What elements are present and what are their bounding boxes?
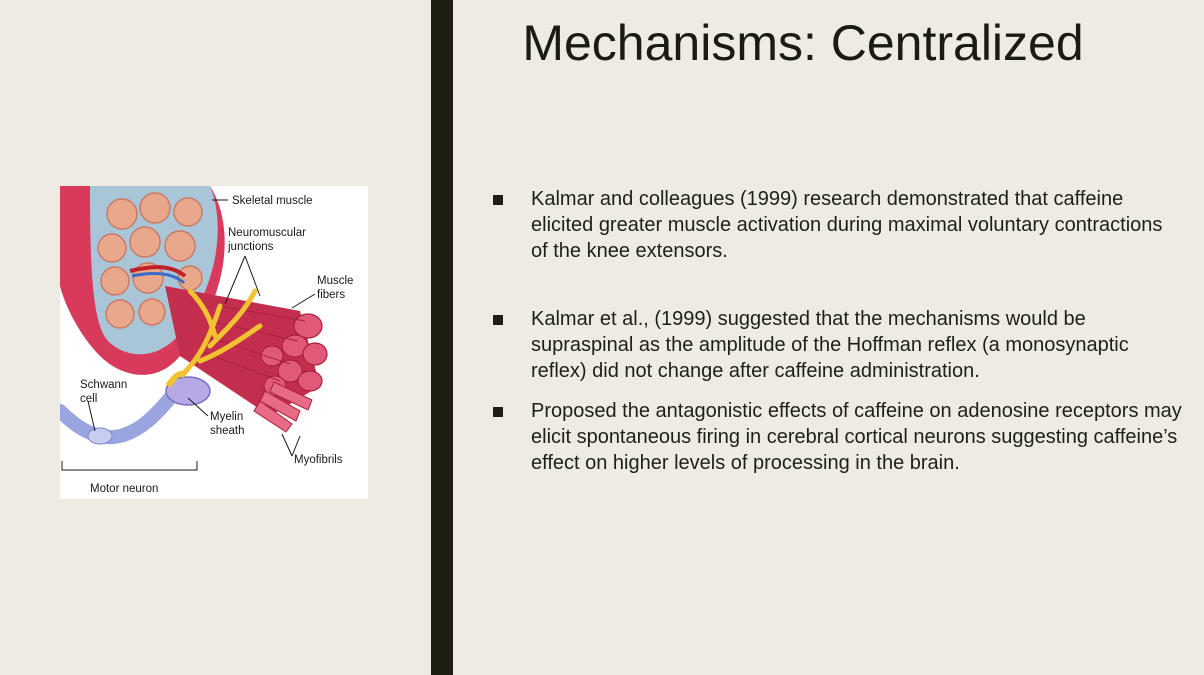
- label-myofibrils: Myofibrils: [294, 454, 343, 466]
- bullet-item: [493, 306, 1183, 384]
- label-muscle-fibers-2: fibers: [317, 289, 346, 301]
- bullet-item: [493, 186, 1183, 264]
- label-myelin-sheath-1: Myelin: [210, 411, 244, 423]
- label-neuromuscular-junctions-1: Neuromuscular: [228, 227, 306, 239]
- label-motor-neuron: Motor neuron: [90, 483, 159, 495]
- bullet-item: [493, 398, 1183, 476]
- bullet-text: Kalmar and colleagues (1999) research demonstrated that caffeine elicited greater muscle activation during maximal voluntary contractions of the knee extensors.: [531, 188, 1163, 262]
- muscle-diagram-svg: [60, 186, 368, 499]
- bullet-list: [493, 186, 1183, 476]
- label-neuromuscular-junctions-2: junctions: [228, 241, 274, 253]
- right-panel: [453, 0, 1204, 675]
- square-bullet-icon: [493, 407, 503, 417]
- square-bullet-icon: [493, 315, 503, 325]
- bullet-text: Kalmar et al., (1999) suggested that the mechanisms would be supraspinal as the amplitude of the Hoffman reflex (a monosynaptic reflex) did not change after caffeine administration.: [531, 308, 1129, 382]
- slide-title: Mechanisms: Centralized: [522, 15, 1084, 71]
- bullet-text: Proposed the antagonistic effects of caffeine on adenosine receptors may elicit spontaneous firing in cerebral cortical neurons suggesting caffeine’s effect on higher levels of processing in the brain.: [531, 400, 1182, 474]
- label-myelin-sheath-2: sheath: [210, 425, 245, 437]
- label-muscle-fibers-1: Muscle: [317, 275, 354, 287]
- muscle-anatomy-illustration: [60, 186, 368, 499]
- label-schwann-cell-1: Schwann: [80, 379, 128, 391]
- label-schwann-cell-2: cell: [80, 393, 98, 405]
- left-panel: [0, 0, 431, 675]
- label-skeletal-muscle: Skeletal muscle: [232, 195, 313, 207]
- square-bullet-icon: [493, 195, 503, 205]
- vertical-divider-bar: [431, 0, 453, 675]
